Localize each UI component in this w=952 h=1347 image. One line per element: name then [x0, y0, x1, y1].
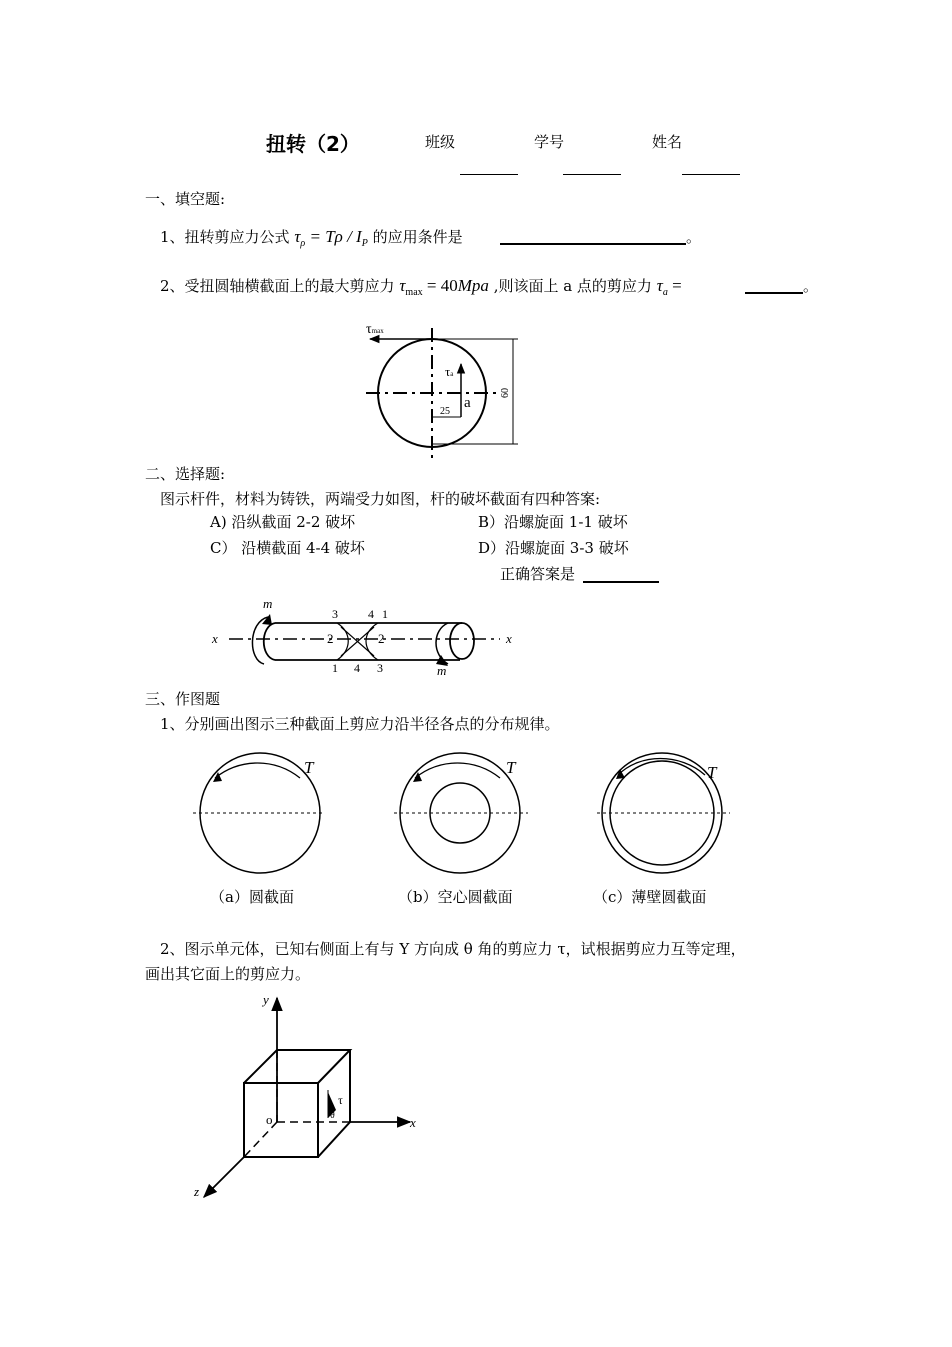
q2-tau-a-sub: a — [662, 287, 668, 298]
q1-formula-rhs-sub: P — [361, 238, 368, 249]
option-b: B）沿螺旋面 1-1 破坏 — [478, 513, 628, 531]
bot-1-label: 1 — [332, 661, 338, 675]
section3-q2-line2: 画出其它面上的剪应力。 — [145, 965, 311, 983]
caption-c: （c）薄壁圆截面 — [593, 888, 707, 906]
student-no-label: 学号 — [534, 133, 565, 151]
m-bottom-label: m — [437, 663, 447, 678]
dim-25-label: 25 — [440, 406, 450, 417]
m-top-label: m — [263, 596, 273, 611]
top-1-label: 1 — [382, 607, 388, 621]
tau-label: τ — [338, 1093, 343, 1107]
option-c: C） 沿横截面 4-4 破坏 — [210, 539, 365, 557]
section3-heading: 三、作图题 — [145, 690, 221, 708]
option-a: A) 沿纵截面 2-2 破坏 — [210, 513, 356, 531]
x-left-label: x — [212, 631, 218, 646]
top-3-label: 3 — [332, 607, 338, 621]
q2-tau-a-symbol: τ — [656, 276, 663, 295]
tau-max-label: τmax — [366, 322, 384, 337]
right-2-label: 2 — [378, 631, 385, 646]
x-axis-label: x — [410, 1115, 416, 1130]
x-right-label: x — [506, 631, 512, 646]
bot-3-label: 3 — [377, 661, 383, 675]
caption-b: （b）空心圆截面 — [398, 888, 513, 906]
section1-heading: 一、填空题: — [145, 190, 226, 208]
q2-end: 。 — [803, 277, 819, 295]
option-d: D）沿螺旋面 3-3 破坏 — [478, 539, 629, 557]
cube-top-face — [244, 1050, 350, 1083]
q1-end: 。 — [686, 228, 702, 246]
section2-heading: 二、选择题: — [145, 465, 226, 483]
z-axis-label: z — [194, 1184, 200, 1199]
caption-a: （a）圆截面 — [210, 888, 294, 906]
q1-tau-sub: ρ — [300, 238, 306, 249]
q1-prefix: 1、扭转剪应力公式 — [160, 228, 290, 246]
top-4-label: 4 — [368, 607, 374, 621]
q2-prefix: 2、受扭圆轴横截面上的最大剪应力 — [160, 277, 395, 295]
q1-formula-rhs: = Tρ / I — [305, 227, 362, 246]
name-label: 姓名 — [652, 133, 683, 151]
bot-4-label: 4 — [354, 661, 360, 675]
q2-tau: τ — [399, 276, 406, 295]
section3-q1: 1、分别画出图示三种截面上剪应力沿半径各点的分布规律。 — [160, 715, 560, 733]
page-title: 扭转（2） — [266, 132, 360, 156]
point-a-label: a — [464, 395, 471, 411]
q2-value: = 40 — [422, 276, 458, 295]
theta-label: θ — [330, 1110, 335, 1121]
origin-label: o — [266, 1112, 273, 1127]
solid-torque-label: T — [304, 758, 314, 777]
answer-label: 正确答案是 — [500, 565, 576, 583]
q1-suffix: 的应用条件是 — [372, 228, 463, 246]
z-axis — [204, 1157, 244, 1197]
class-label: 班级 — [425, 133, 456, 151]
thin-torque-label: T — [707, 763, 717, 782]
q1-tau: τ — [294, 227, 301, 246]
section3-q2-line1: 2、图示单元体，已知右侧面上有与 Y 方向成 θ 角的剪应力 τ，试根据剪应力互等定理， — [160, 940, 746, 958]
y-axis-label: y — [263, 992, 269, 1007]
q2-mid: ,则该面上 a 点的剪应力 — [493, 277, 652, 295]
tau-a-label: τa — [445, 364, 454, 379]
q2-eq: = — [667, 276, 682, 295]
q2-unit: Mpa — [457, 276, 489, 295]
dim-60-label: 60 — [500, 388, 511, 398]
cube-hidden-edge-depth — [244, 1122, 277, 1157]
section2-stem: 图示杆件，材料为铸铁，两端受力如图，杆的破坏截面有四种答案: — [160, 490, 601, 508]
q2-tau-sub: max — [405, 287, 423, 298]
left-2-label: 2 — [327, 631, 334, 646]
hollow-torque-label: T — [506, 758, 516, 777]
